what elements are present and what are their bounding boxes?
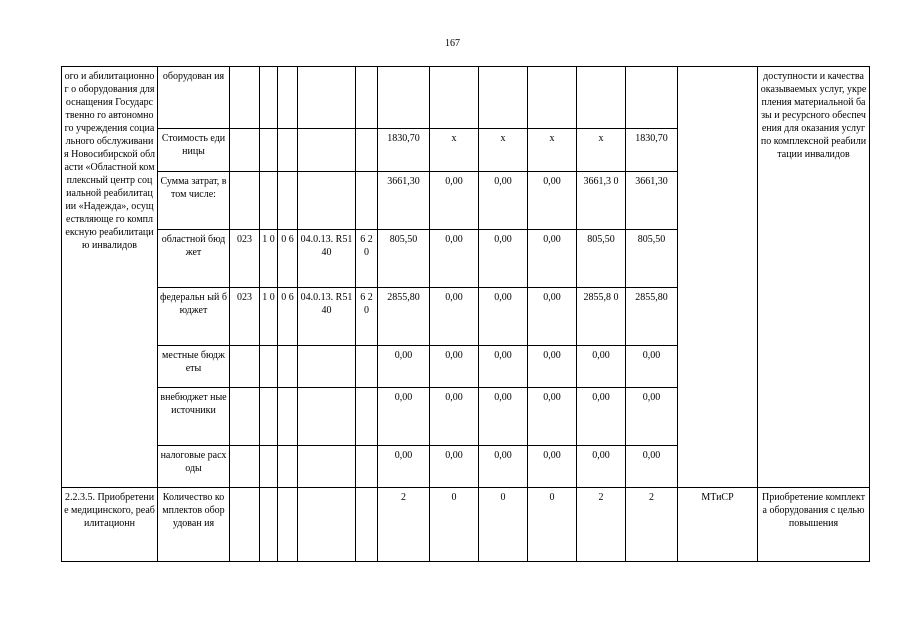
- target-article-code: [298, 388, 356, 446]
- expense-type-code: [356, 67, 378, 129]
- expense-type-code: [356, 129, 378, 172]
- indicator-label: оборудован ия: [158, 67, 230, 129]
- grbs-code: [230, 488, 260, 562]
- section-code: 1 0: [260, 230, 278, 288]
- indicator-label: областной бюджет: [158, 230, 230, 288]
- expected-result-cell: доступности и качества оказываемых услуг, укрепления материальной базы и ресурсного обеспечения для оказания услуг по комплексной реабилитации инвалидов: [758, 67, 870, 488]
- grbs-code: [230, 129, 260, 172]
- expense-type-code: [356, 446, 378, 488]
- value-cell: 0,00: [528, 346, 577, 388]
- expense-type-code: 6 2 0: [356, 230, 378, 288]
- value-cell: 805,50: [577, 230, 626, 288]
- value-cell: 0,00: [528, 172, 577, 230]
- value-cell: [378, 67, 430, 129]
- expense-type-code: [356, 346, 378, 388]
- target-article-code: 04.0.13. R5140: [298, 230, 356, 288]
- subsection-code: [278, 67, 298, 129]
- value-cell: 3661,3 0: [577, 172, 626, 230]
- value-cell: 0,00: [378, 346, 430, 388]
- value-cell: 0,00: [626, 446, 678, 488]
- value-cell: 0,00: [479, 230, 528, 288]
- table-row: [62, 67, 870, 129]
- indicator-label: местные бюджеты: [158, 346, 230, 388]
- value-cell: [577, 67, 626, 129]
- value-cell: 0,00: [528, 288, 577, 346]
- value-cell: 0,00: [430, 346, 479, 388]
- value-cell: 805,50: [626, 230, 678, 288]
- program-table: [61, 66, 870, 562]
- section-code: [260, 446, 278, 488]
- value-cell: 1830,70: [378, 129, 430, 172]
- value-cell: 0,00: [430, 446, 479, 488]
- value-cell: 0,00: [479, 346, 528, 388]
- value-cell: 0,00: [430, 388, 479, 446]
- grbs-code: 023: [230, 288, 260, 346]
- value-cell: 2: [378, 488, 430, 562]
- value-cell: 0,00: [626, 388, 678, 446]
- expected-result-cell: Приобретение комплекта оборудования с целью повышения: [758, 488, 870, 562]
- expense-type-code: 6 2 0: [356, 288, 378, 346]
- value-cell: 2855,80: [378, 288, 430, 346]
- subsection-code: [278, 446, 298, 488]
- executor-cell: МТиСР: [678, 488, 758, 562]
- indicator-label: федеральн ый бюджет: [158, 288, 230, 346]
- value-cell: [528, 67, 577, 129]
- section-code: [260, 388, 278, 446]
- value-cell: 0,00: [577, 446, 626, 488]
- target-article-code: [298, 67, 356, 129]
- value-cell: 0,00: [528, 446, 577, 488]
- value-cell: х: [479, 129, 528, 172]
- value-cell: 0: [479, 488, 528, 562]
- event-name-cell: 2.2.3.5. Приобретение медицинского, реабилитационн: [62, 488, 158, 562]
- subsection-code: 0 6: [278, 288, 298, 346]
- grbs-code: [230, 346, 260, 388]
- value-cell: 0,00: [479, 288, 528, 346]
- value-cell: 0,00: [577, 346, 626, 388]
- section-code: [260, 129, 278, 172]
- value-cell: 0,00: [626, 346, 678, 388]
- table-row: [62, 488, 870, 562]
- grbs-code: 023: [230, 230, 260, 288]
- value-cell: 3661,30: [378, 172, 430, 230]
- section-code: 1 0: [260, 288, 278, 346]
- subsection-code: [278, 346, 298, 388]
- section-code: [260, 172, 278, 230]
- value-cell: 0,00: [430, 172, 479, 230]
- subsection-code: [278, 388, 298, 446]
- value-cell: 0,00: [479, 172, 528, 230]
- value-cell: 0,00: [378, 446, 430, 488]
- value-cell: 0: [430, 488, 479, 562]
- subsection-code: [278, 172, 298, 230]
- page-number: 167: [445, 38, 460, 49]
- value-cell: 2: [626, 488, 678, 562]
- target-article-code: [298, 488, 356, 562]
- value-cell: 3661,30: [626, 172, 678, 230]
- section-code: [260, 488, 278, 562]
- value-cell: х: [430, 129, 479, 172]
- subsection-code: 0 6: [278, 230, 298, 288]
- section-code: [260, 346, 278, 388]
- target-article-code: [298, 446, 356, 488]
- grbs-code: [230, 388, 260, 446]
- value-cell: 2: [577, 488, 626, 562]
- indicator-label: Сумма затрат, в том числе:: [158, 172, 230, 230]
- subsection-code: [278, 488, 298, 562]
- value-cell: [479, 67, 528, 129]
- value-cell: 0,00: [528, 230, 577, 288]
- target-article-code: 04.0.13. R5140: [298, 288, 356, 346]
- value-cell: [626, 67, 678, 129]
- grbs-code: [230, 172, 260, 230]
- grbs-code: [230, 67, 260, 129]
- indicator-label: Стоимость единицы: [158, 129, 230, 172]
- value-cell: 0,00: [577, 388, 626, 446]
- value-cell: 0,00: [430, 288, 479, 346]
- value-cell: х: [528, 129, 577, 172]
- expense-type-code: [356, 488, 378, 562]
- value-cell: 1830,70: [626, 129, 678, 172]
- event-name-cell: ого и абилитационног о оборудования для оснащения Государственно го автономного учреждения социального обслуживания Новосибирской области «Областной комплексный центр социальной реабилитации «Надежда», осуществляюще го комплексную реабилитацию инвалидов: [62, 67, 158, 488]
- target-article-code: [298, 172, 356, 230]
- value-cell: 0,00: [479, 388, 528, 446]
- target-article-code: [298, 346, 356, 388]
- indicator-label: внебюджет ные источники: [158, 388, 230, 446]
- expense-type-code: [356, 388, 378, 446]
- value-cell: 0,00: [378, 388, 430, 446]
- executor-cell: [678, 67, 758, 488]
- target-article-code: [298, 129, 356, 172]
- indicator-label: Количество комплектов оборудован ия: [158, 488, 230, 562]
- indicator-label: налоговые расходы: [158, 446, 230, 488]
- value-cell: 0,00: [528, 388, 577, 446]
- expense-type-code: [356, 172, 378, 230]
- value-cell: 2855,80: [626, 288, 678, 346]
- value-cell: 2855,8 0: [577, 288, 626, 346]
- value-cell: 0: [528, 488, 577, 562]
- subsection-code: [278, 129, 298, 172]
- value-cell: 0,00: [479, 446, 528, 488]
- value-cell: х: [577, 129, 626, 172]
- value-cell: [430, 67, 479, 129]
- grbs-code: [230, 446, 260, 488]
- value-cell: 805,50: [378, 230, 430, 288]
- section-code: [260, 67, 278, 129]
- value-cell: 0,00: [430, 230, 479, 288]
